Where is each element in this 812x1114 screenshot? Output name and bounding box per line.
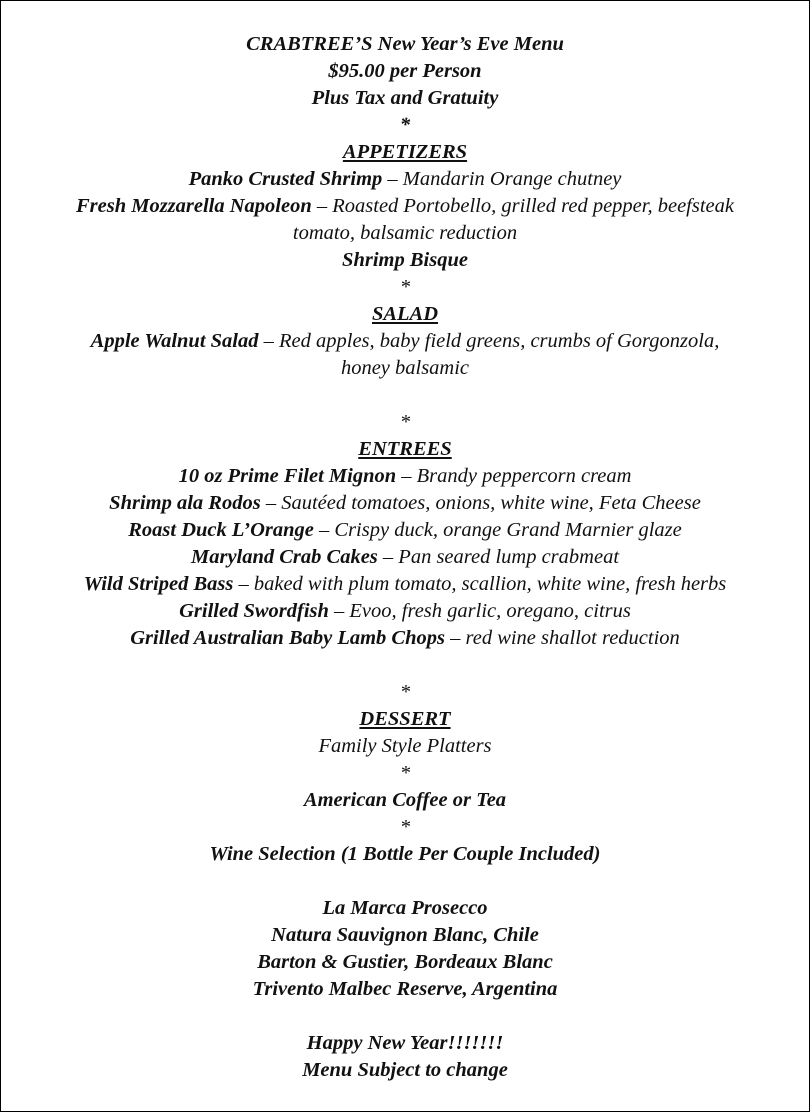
menu-tax-note: Plus Tax and Gratuity <box>311 87 499 109</box>
item-description: – red wine shallot reduction <box>445 627 680 649</box>
dessert-description: Family Style Platters <box>318 735 492 757</box>
menu-title: CRABTREE’S New Year’s Eve Menu <box>246 33 564 55</box>
item-name: 10 oz Prime Filet Mignon <box>178 465 397 487</box>
item-name: Grilled Swordfish <box>179 600 329 622</box>
item-description: – baked with plum tomato, scallion, white wine, fresh herbs <box>233 573 727 595</box>
item-name: Grilled Australian Baby Lamb Chops <box>130 627 445 649</box>
item-name: Fresh Mozzarella Napoleon <box>75 195 312 217</box>
menu-item: Shrimp Bisque <box>342 249 468 271</box>
item-description-cont: honey balsamic <box>340 357 470 379</box>
item-description: – Sautéed tomatoes, onions, white wine, Feta Cheese <box>260 492 701 514</box>
spacer <box>1 868 809 895</box>
separator: * <box>399 681 411 703</box>
change-note: Menu Subject to change <box>302 1059 508 1081</box>
menu-item <box>1 193 809 220</box>
entrees-heading: ENTREES <box>358 438 452 460</box>
item-name: Panko Crusted Shrimp <box>188 168 383 190</box>
wine-item: Trivento Malbec Reserve, Argentina <box>252 978 558 1000</box>
item-name: Maryland Crab Cakes <box>190 546 378 568</box>
wine-heading: Wine Selection (1 Bottle Per Couple Included) <box>209 843 601 865</box>
item-name: Wild Striped Bass <box>83 573 234 595</box>
separator: * <box>399 276 411 298</box>
wine-item: Natura Sauvignon Blanc, Chile <box>271 924 539 946</box>
spacer <box>1 652 809 679</box>
menu-item <box>1 625 809 652</box>
item-description-cont: tomato, balsamic reduction <box>292 222 518 244</box>
separator: * <box>399 114 411 136</box>
wine-item: La Marca Prosecco <box>322 897 488 919</box>
item-description: – Roasted Portobello, grilled red pepper, beefsteak <box>311 195 735 217</box>
greeting: Happy New Year!!!!!!! <box>306 1032 504 1054</box>
item-description: – Red apples, baby field greens, crumbs of Gorgonzola, <box>258 330 720 352</box>
beverage-line: American Coffee or Tea <box>303 789 507 811</box>
menu-price: $95.00 per Person <box>328 60 482 82</box>
appetizers-heading: APPETIZERS <box>342 141 468 163</box>
item-name: Shrimp ala Rodos <box>109 492 261 514</box>
menu-item <box>1 517 809 544</box>
item-description: – Pan seared lump crabmeat <box>377 546 620 568</box>
menu-item <box>1 328 809 355</box>
menu-item <box>1 598 809 625</box>
separator: * <box>399 762 411 784</box>
item-description: – Evoo, fresh garlic, oregano, citrus <box>328 600 631 622</box>
item-description: – Mandarin Orange chutney <box>382 168 622 190</box>
spacer <box>1 1003 809 1030</box>
spacer <box>1 382 809 409</box>
item-description: – Brandy peppercorn cream <box>396 465 632 487</box>
item-name: Apple Walnut Salad <box>90 330 259 352</box>
separator: * <box>399 816 411 838</box>
menu-item <box>1 544 809 571</box>
menu-item <box>1 463 809 490</box>
separator: * <box>399 411 411 433</box>
menu-item <box>1 166 809 193</box>
item-description: – Crispy duck, orange Grand Marnier glaze <box>313 519 682 541</box>
menu-item <box>1 571 809 598</box>
salad-heading: SALAD <box>371 303 439 325</box>
dessert-heading: DESSERT <box>359 708 451 730</box>
menu-item <box>1 490 809 517</box>
item-name: Roast Duck L’Orange <box>128 519 314 541</box>
wine-item: Barton & Gustier, Bordeaux Blanc <box>257 951 553 973</box>
